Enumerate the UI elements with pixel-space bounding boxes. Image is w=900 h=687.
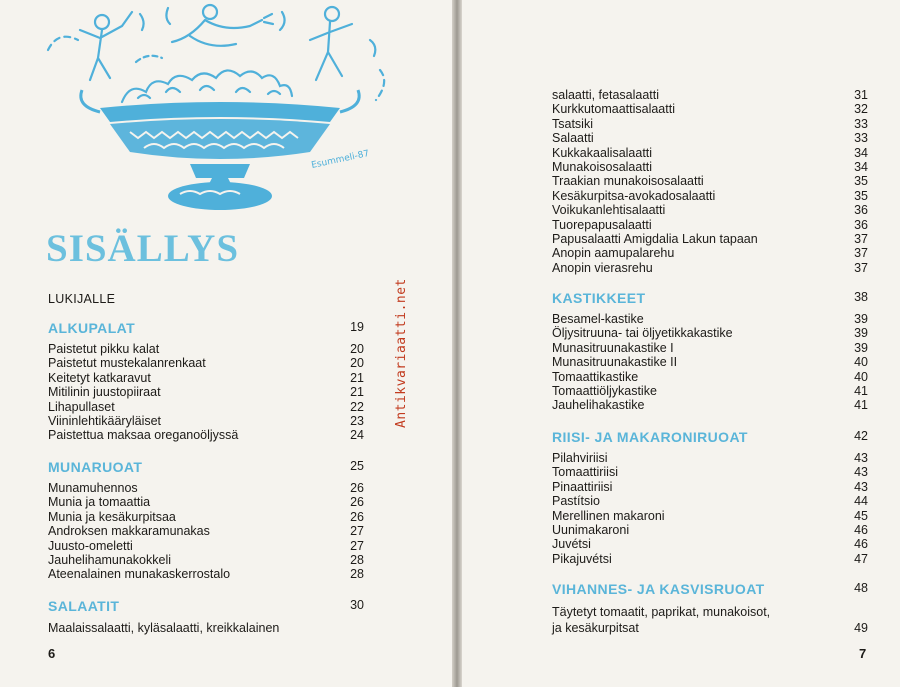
entry-page-number: 36 bbox=[854, 217, 868, 232]
entry-name: Pikajuvétsi bbox=[552, 551, 612, 566]
artist-signature: Esummeli-87 bbox=[310, 148, 371, 171]
entry-name: Munakoisosalaatti bbox=[552, 159, 653, 174]
toc-entry bbox=[552, 102, 868, 116]
entry-page-number: 35 bbox=[854, 174, 868, 189]
section-header bbox=[48, 598, 364, 620]
entry-name: Merellinen makaroni bbox=[552, 508, 665, 523]
section-page-number: 42 bbox=[854, 429, 868, 443]
entry-name: Paistetut mustekalanrenkaat bbox=[48, 356, 206, 371]
entry-name: Paistetut pikku kalat bbox=[48, 342, 160, 356]
entry-name: Pastítsio bbox=[552, 494, 600, 509]
entry-page-number: 35 bbox=[854, 188, 868, 203]
section-salaatit bbox=[48, 598, 364, 636]
toc-entry bbox=[552, 326, 868, 340]
toc-entry bbox=[48, 620, 364, 636]
entry-page-number: 20 bbox=[350, 342, 364, 356]
toc-entry bbox=[552, 246, 868, 260]
entry-name: Juusto-omeletti bbox=[48, 538, 133, 553]
entry-name: Ateenalainen munakaskerrostalo bbox=[48, 567, 231, 582]
entry-page-number: 40 bbox=[854, 355, 868, 370]
toc-entry bbox=[48, 385, 364, 399]
entry-name: Täytetyt tomaatit, paprikat, munakoisot, bbox=[552, 605, 771, 619]
entry-name: Tomaattiöljykastike bbox=[552, 383, 657, 398]
section-title: ALKUPALAT bbox=[48, 320, 136, 336]
entry-page-number: 43 bbox=[854, 451, 868, 465]
section-title: SALAATIT bbox=[48, 598, 120, 614]
entry-page-number: 20 bbox=[350, 356, 364, 371]
section-title: VIHANNES- JA KASVISRUOAT bbox=[552, 581, 765, 597]
entry-page-number: 31 bbox=[854, 88, 868, 102]
entry-name: Jauhelihakastike bbox=[552, 398, 645, 413]
entry-page-number: 22 bbox=[350, 399, 364, 414]
toc-entry bbox=[552, 398, 868, 412]
entry-page-number: 37 bbox=[854, 260, 868, 275]
toc-entry bbox=[552, 494, 868, 508]
entry-name: Jauhelihamunakokkeli bbox=[48, 552, 171, 567]
entry-name: ja kesäkurpitsat bbox=[552, 621, 639, 635]
toc-entry bbox=[48, 356, 364, 370]
entry-name: Voikukanlehtisalaatti bbox=[552, 203, 666, 218]
toc-entry bbox=[552, 480, 868, 494]
section-riisi-makaroniruoat bbox=[552, 429, 868, 566]
toc-entry bbox=[48, 400, 364, 414]
toc-entry bbox=[552, 189, 868, 203]
entry-name: Kesäkurpitsa-avokadosalaatti bbox=[552, 188, 716, 203]
toc-entry bbox=[48, 510, 364, 524]
toc-entry bbox=[552, 355, 868, 369]
entry-page-number: 34 bbox=[854, 159, 868, 174]
section-title: MUNARUOAT bbox=[48, 459, 143, 475]
entry-page-number: 41 bbox=[854, 383, 868, 398]
entry-name: Lihapullaset bbox=[48, 399, 115, 414]
entry-name: Salaatti bbox=[552, 131, 594, 146]
entry-page-number: 37 bbox=[854, 231, 868, 246]
entry-page-number: 33 bbox=[854, 131, 868, 146]
entry-page-number: 26 bbox=[350, 481, 364, 495]
entry-page-number: 46 bbox=[854, 522, 868, 537]
entry-name: Munasitruunakastike I bbox=[552, 340, 674, 355]
toc-entry bbox=[552, 146, 868, 160]
toc-entry bbox=[552, 509, 868, 523]
section-munaruoat bbox=[48, 459, 364, 582]
entry-page-number: 34 bbox=[854, 145, 868, 160]
entry-name: Pilahviriisi bbox=[552, 451, 608, 465]
section-vihannes-kasvisruoat bbox=[552, 581, 868, 636]
entry-page-number: 46 bbox=[854, 537, 868, 552]
toc-entry bbox=[48, 567, 364, 581]
entry-name: Munia ja tomaattia bbox=[48, 495, 151, 510]
section-kastikkeet bbox=[552, 290, 868, 413]
entry-name: Kurkkutomaattisalaatti bbox=[552, 102, 675, 117]
toc-entry bbox=[48, 539, 364, 553]
entry-page-number: 32 bbox=[854, 102, 868, 117]
entry-name: Tomaattikastike bbox=[552, 369, 639, 384]
toc-entry bbox=[552, 174, 868, 188]
entry-name: Paistettua maksaa oreganoöljyssä bbox=[48, 428, 239, 443]
entry-name: Pinaattiriisi bbox=[552, 479, 613, 494]
entry-name: Papusalaatti Amigdalia Lakun tapaan bbox=[552, 231, 758, 246]
section-page-number: 30 bbox=[350, 598, 364, 612]
entry-name: Munasitruunakastike II bbox=[552, 355, 678, 370]
toc-entry bbox=[48, 495, 364, 509]
section-page-number: 48 bbox=[854, 581, 868, 595]
entry-name: Uunimakaroni bbox=[552, 522, 630, 537]
toc-entry bbox=[552, 384, 868, 398]
toc-entry bbox=[552, 88, 868, 102]
section-page-number: 19 bbox=[350, 320, 364, 334]
entry-name: Tuorepapusalaatti bbox=[552, 217, 652, 232]
section-page-number: 25 bbox=[350, 459, 364, 473]
entry-name: Mitilinin juustopiiraat bbox=[48, 385, 161, 400]
entry-page-number: 47 bbox=[854, 551, 868, 566]
entry-page-number: 39 bbox=[854, 340, 868, 355]
watermark-stamp: Antikvariaatti.net bbox=[394, 278, 409, 428]
toc-entry bbox=[552, 620, 868, 636]
section-header bbox=[552, 429, 868, 451]
entry-page-number: 49 bbox=[854, 621, 868, 635]
entry-page-number: 27 bbox=[350, 524, 364, 539]
toc-entry bbox=[552, 261, 868, 275]
right-page bbox=[462, 0, 900, 687]
entry-page-number: 28 bbox=[350, 567, 364, 582]
toc-entry bbox=[552, 341, 868, 355]
toc-entry bbox=[552, 232, 868, 246]
entry-name: Munamuhennos bbox=[48, 481, 138, 495]
toc-entry bbox=[48, 553, 364, 567]
toc-entry bbox=[552, 131, 868, 145]
toc-entry bbox=[552, 537, 868, 551]
section-title: RIISI- JA MAKARONIRUOAT bbox=[552, 429, 748, 445]
entry-name: Tsatsiki bbox=[552, 116, 593, 131]
toc-entry bbox=[552, 117, 868, 131]
entry-page-number: 21 bbox=[350, 370, 364, 385]
section-header bbox=[552, 581, 868, 603]
foreword-entry: LUKIJALLE bbox=[48, 292, 116, 306]
section-header bbox=[552, 290, 868, 312]
entry-name: Androksen makkaramunakas bbox=[48, 524, 210, 539]
entry-page-number: 39 bbox=[854, 326, 868, 341]
entry-name: Öljysitruuna- tai öljyetikkakastike bbox=[552, 326, 733, 341]
toc-entry bbox=[552, 218, 868, 232]
entry-name: Maalaissalaatti, kyläsalaatti, kreikkalainen bbox=[48, 621, 280, 635]
toc-entry bbox=[48, 342, 364, 356]
entry-page-number: 26 bbox=[350, 509, 364, 524]
entry-name: Keitetyt katkaravut bbox=[48, 370, 151, 385]
entry-name: Kukkakaalisalaatti bbox=[552, 145, 653, 160]
toc-entry bbox=[552, 203, 868, 217]
entry-page-number: 43 bbox=[854, 479, 868, 494]
entry-page-number: 41 bbox=[854, 398, 868, 413]
toc-entry bbox=[552, 523, 868, 537]
entry-page-number: 45 bbox=[854, 508, 868, 523]
toc-entry bbox=[552, 370, 868, 384]
entry-page-number: 43 bbox=[854, 465, 868, 480]
section-title: KASTIKKEET bbox=[552, 290, 646, 306]
page-number-right: 7 bbox=[859, 646, 867, 661]
toc-entry bbox=[552, 451, 868, 465]
entry-name: Tomaattiriisi bbox=[552, 465, 618, 480]
section-page-number: 38 bbox=[854, 290, 868, 304]
entry-name: Anopin aamupalarehu bbox=[552, 246, 675, 261]
toc-entry bbox=[552, 604, 868, 620]
entry-name: Traakian munakoisosalaatti bbox=[552, 174, 704, 189]
entry-name: Besamel-kastike bbox=[552, 312, 644, 326]
greek-bowl-illustration bbox=[40, 0, 400, 225]
entry-page-number: 33 bbox=[854, 116, 868, 131]
toc-entry bbox=[48, 481, 364, 495]
entry-page-number: 27 bbox=[350, 538, 364, 553]
entry-page-number: 23 bbox=[350, 413, 364, 428]
entry-name: Juvétsi bbox=[552, 537, 591, 552]
toc-entry bbox=[48, 371, 364, 385]
entry-page-number: 28 bbox=[350, 552, 364, 567]
entry-name: Munia ja kesäkurpitsaa bbox=[48, 509, 176, 524]
toc-entry bbox=[552, 160, 868, 174]
entry-page-number: 37 bbox=[854, 246, 868, 261]
entry-page-number: 26 bbox=[350, 495, 364, 510]
toc-entry bbox=[552, 465, 868, 479]
salad-continued-list bbox=[552, 88, 868, 275]
entry-name: Anopin vierasrehu bbox=[552, 260, 653, 275]
section-alkupalat bbox=[48, 320, 364, 443]
book-gutter bbox=[452, 0, 462, 687]
entry-page-number: 24 bbox=[350, 428, 364, 443]
section-header bbox=[48, 320, 364, 342]
toc-entry bbox=[48, 428, 364, 442]
toc-entry bbox=[552, 552, 868, 566]
section-header bbox=[48, 459, 364, 481]
entry-page-number: 40 bbox=[854, 369, 868, 384]
entry-name: Viininlehtikääryläiset bbox=[48, 413, 162, 428]
toc-entry bbox=[48, 414, 364, 428]
entry-page-number: 44 bbox=[854, 494, 868, 509]
entry-page-number: 21 bbox=[350, 385, 364, 400]
page-number-left: 6 bbox=[48, 646, 56, 661]
toc-entry bbox=[552, 312, 868, 326]
entry-name: salaatti, fetasalaatti bbox=[552, 88, 660, 102]
entry-page-number: 39 bbox=[854, 312, 868, 326]
entry-page-number: 36 bbox=[854, 203, 868, 218]
contents-title: SISÄLLYS bbox=[46, 227, 240, 270]
toc-entry bbox=[48, 524, 364, 538]
